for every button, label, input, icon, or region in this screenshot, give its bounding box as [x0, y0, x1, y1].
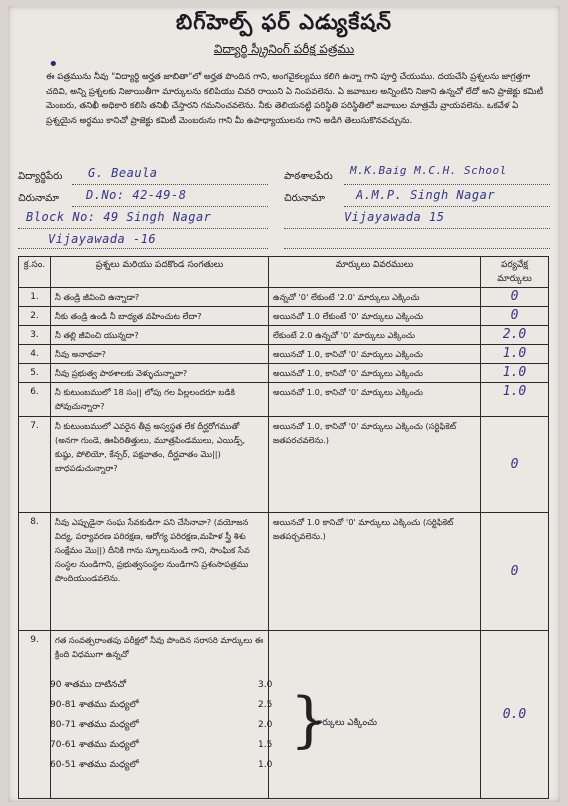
- table-row: [19, 383, 549, 417]
- table-row: [19, 288, 549, 307]
- range-marks: 1.5: [258, 740, 273, 750]
- dotted-line: [72, 206, 268, 207]
- row-question: నీ కుటుంబములో 18 సం|| లోపు గల పిల్లలందరూ బడికి పోవుచున్నారా?: [51, 383, 269, 417]
- row-score[interactable]: 0: [481, 307, 549, 326]
- dotted-line: [18, 248, 268, 249]
- table-header-row: [19, 257, 549, 288]
- range-label: 70-61 శాతము మధ్యలో: [50, 740, 139, 750]
- school-address-label: చిరునామా: [284, 193, 325, 204]
- row-marks-rule: లేకుంటే 2.0 ఉన్నచో '0' మార్కులు ఎక్కించు: [269, 326, 481, 345]
- row-number: 3.: [19, 326, 51, 345]
- range-marks: 2.5: [258, 700, 273, 710]
- row-question: నీకు తండ్రి ఉండి నీ బాధ్యత వహించుట లేదా?: [51, 307, 269, 326]
- row-question: నీవు ప్రభుత్వ పాఠశాలకు వెళ్ళుచున్నావా?: [51, 364, 269, 383]
- dotted-line: [72, 184, 268, 185]
- table-row: [19, 326, 549, 345]
- row-score[interactable]: 1.0: [481, 345, 549, 364]
- row-number: 2.: [19, 307, 51, 326]
- row-number: 5.: [19, 364, 51, 383]
- row-marks-rule: అయినచో 1.0, కానిచో '0' మార్కులు ఎక్కించు: [269, 345, 481, 364]
- row9-question-text: గత సంవత్సరాంతపు పరీక్షలో నీవు పొందిన సరాసరి మార్కులు ఈ క్రింది విధముగా ఉన్నచో: [55, 635, 264, 659]
- row-question: నీవు అనాథవా?: [51, 345, 269, 364]
- range-label: 80-71 శాతము మధ్యలో: [50, 720, 139, 730]
- row-marks-rule: అయినచో 1.0, కానిచో '0' మార్కులు ఎక్కించు: [269, 364, 481, 383]
- row9-marks-rule: మార్కులు ఎక్కించు: [310, 718, 378, 728]
- row-score[interactable]: 0: [481, 288, 549, 307]
- dotted-line: [18, 228, 268, 229]
- address-line-2[interactable]: Block No: 49 Singh Nagar: [26, 210, 212, 224]
- header-questions: ప్రశ్నలు మరియు పదకొండ సంగతులు: [51, 257, 269, 288]
- row-score[interactable]: 1.0: [481, 383, 549, 417]
- header-serial: క్ర.సం.: [19, 257, 51, 288]
- row-question: నీ కుటుంబములో ఎవరైన తీవ్ర అస్వస్థత లేక దీర్ఘరోగముతో (అనగా గుండె, ఊపిరితిత్తులు, మూత్రపిండములు, ఎయిడ్స్, కుష్ఠు, పోలియో, కేన్సర్, పక్షవాతం, దీర్ఘవాతం మొ||) బాధపడుచున్నారా?: [51, 417, 269, 513]
- school-name-field[interactable]: M.K.Baig M.C.H. School: [350, 164, 507, 177]
- row-score[interactable]: 0: [481, 513, 549, 631]
- row-marks-rule: అయినచో 1.0, కానిచో '0' మార్కులు ఎక్కించు: [269, 383, 481, 417]
- row-question: నీ తండ్రి జీవించి ఉన్నాడా?: [51, 288, 269, 307]
- row-number: 9.: [19, 631, 51, 799]
- address-line-3[interactable]: Vijayawada -16: [48, 232, 157, 246]
- form-title: బిగ్‌హెల్ప్ ఫర్ ఎడ్యుకేషన్: [176, 10, 392, 34]
- range-label: 60-51 శాతము మధ్యలో: [50, 760, 139, 770]
- dotted-line: [284, 228, 550, 229]
- dotted-line: [284, 248, 550, 249]
- header-score: పర్యవేక్ష మార్కులు: [481, 257, 549, 288]
- range-marks: 2.0: [258, 720, 273, 730]
- range-marks: 1.0: [258, 760, 273, 770]
- dotted-line: [344, 206, 550, 207]
- row-number: 8.: [19, 513, 51, 631]
- row-number: 7.: [19, 417, 51, 513]
- row-marks-rule: అయినచో 1.0 లేకుంటే '0' మార్కులు ఎక్కించు: [269, 307, 481, 326]
- dotted-line: [344, 184, 550, 185]
- table-row: [19, 364, 549, 383]
- row-number: 4.: [19, 345, 51, 364]
- table-row: [19, 513, 549, 631]
- school-address-line-2[interactable]: Vijayawada 15: [344, 210, 445, 224]
- form-subtitle: విద్యార్థి స్క్రీనింగ్ పరీక్ష పత్రము: [213, 42, 355, 56]
- row-question: నీ తల్లి జీవించి యున్నదా?: [51, 326, 269, 345]
- table-row: [19, 417, 549, 513]
- row-score[interactable]: 0.0: [481, 631, 549, 799]
- row-question: నీవు ఎప్పుడైనా సంఘ సేవకుడిగా పని చేసినావా? (వయోజన విద్య, పర్యావరణ పరిరక్షణ, ఆరోగ్య పరిరక్షణ,మహిళ స్త్రీ శిశు సంక్షేమం మొ||) దీనికి గాను స్కూలునుండి గాని, సాంఘిక సేవ సంస్థల నుండిగాని, ప్రభుత్వసంస్థల నుండిగాని ప్రశంసాపత్రము పొందియుండవలెను.: [51, 513, 269, 631]
- row-number: 1.: [19, 288, 51, 307]
- table-row: [19, 631, 549, 799]
- table-row: [19, 307, 549, 326]
- address-label: చిరునామా: [18, 193, 59, 204]
- row-score[interactable]: 1.0: [481, 364, 549, 383]
- row-marks-rule: అయినచో 1.0 కానిచో '0' మార్కులు ఎక్కించు (సర్టిఫికెట్ జతపర్చవలెను.): [269, 513, 481, 631]
- address-line-1[interactable]: D.No: 42-49-8: [86, 188, 187, 202]
- row-question: [51, 631, 269, 799]
- screening-table: [18, 256, 549, 799]
- student-name-label: విద్యార్థిపేరు: [18, 171, 63, 182]
- range-label: 90 శాతము దాటినచో: [50, 680, 127, 690]
- school-address-line-1[interactable]: A.M.P. Singh Nagar: [356, 188, 496, 202]
- school-name-label: పాఠశాలపేరు: [284, 171, 333, 182]
- brace-icon: }: [290, 685, 329, 755]
- ink-mark-icon: •: [48, 54, 59, 75]
- row-score[interactable]: 2.0: [481, 326, 549, 345]
- instructions-paragraph: ఈ పత్రమును నీవు "విద్యార్థి అర్హత జాబితా"లో అర్హత పొందిన గాని, అంగవైకల్యము కలిగి ఉన్నా గాని పూర్తి చేయుము. దయచేసి ప్రశ్నలను జాగ్రత్తగా చదివి, అన్ని ప్రశ్నలకు నిజాయితీగా మార్కులను కలిపియు చివరి రాయిని ఏ నింపవలెను. ఏ జవాబుల అన్నింటిని నిజాని ఉన్నచో లేదో అని ప్రాజెక్టు కమిటీ మెంబరు, తనిఖీ అధికారి కలిసి తనిఖీ చేస్తారని గమనించవలెను. నీకు తెలియనట్టి పరిస్థితి పరిస్థితిలో జవాబుల మాత్రమే వ్రాయవలెను. ఒకవేళ ఏ ప్రశ్నయైన అర్థము కానిచో ప్రాజెక్టు కమిటీ మెంబరును గాని మీ ఉపాధ్యాయులను గాని అడిగి తెలుసుకొనవచ్చును.: [46, 72, 544, 126]
- header-marks-details: మార్కులు వివరములు: [269, 257, 481, 288]
- student-name-field[interactable]: G. Beaula: [88, 166, 158, 180]
- range-marks: 3.0: [258, 680, 273, 690]
- table-row: [19, 345, 549, 364]
- row-marks-rule: అయినచో 1.0, కానిచో '0' మార్కులు ఎక్కించు (సర్టిఫికెట్ జతపరచవలెను.): [269, 417, 481, 513]
- row-number: 6.: [19, 383, 51, 417]
- row-marks-rule: ఉన్నచో '0' లేకుంటే '2.0' మార్కులు ఎక్కించు: [269, 288, 481, 307]
- row-score[interactable]: 0: [481, 417, 549, 513]
- range-label: 90-81 శాతము మధ్యలో: [50, 700, 139, 710]
